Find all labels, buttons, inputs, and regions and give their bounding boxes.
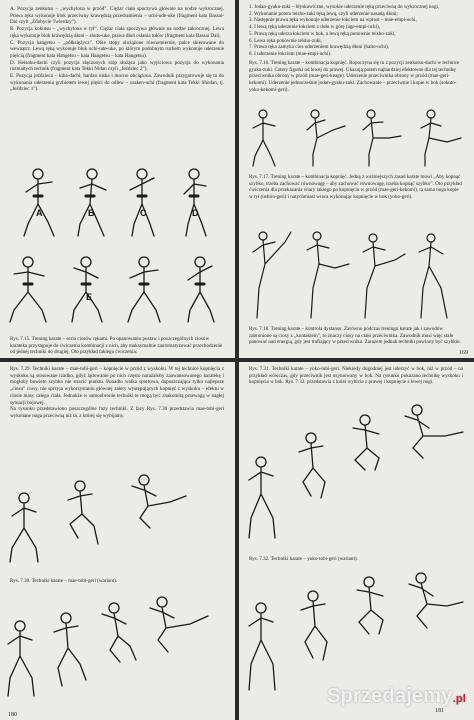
jump-kick-drawing-2 xyxy=(4,594,230,706)
stance-label-c: C xyxy=(140,208,147,218)
stances-drawing xyxy=(4,166,230,334)
paragraph: B. Pozycja kokutsu – „wychylona w tył”. Ciężar ciała spoczywa głównie na nodze zakrocznej. Lewa ręka wykonuje blok krawędzią dłoni – shuto-uke, prawa dłoń osłania tułów (fragment kata Bassai Dai). xyxy=(10,26,224,39)
side-jump-kick-sequence-1 xyxy=(245,402,469,552)
jump-kick-sequence-2 xyxy=(4,594,230,706)
watermark-suffix: .pl xyxy=(452,693,466,705)
karate-stances-illustration xyxy=(4,166,230,334)
paragraph: E. Pozycja jeździeca – kiba-dachi, bardzo niska i mocno obciążona. Zawodnik przygotowuje się tu do wykonania uderzenia grzbietem lewej pięści do odlew – uraken-uchi (fragment kata Tekki Shodan, tj. „Jeździec 1”). xyxy=(10,73,224,93)
sprzedajemy-watermark xyxy=(327,685,466,708)
figure-caption-718: Rys. 7.18. Trening karate – kontrola dystansu. Zarówno podczas treningu karate jak i zawodów zabronione są ciosy z „kontaktem”, to znaczy ciosy na ciało przeciwnika. Zawodnik musi więc stale panować nad energią, gdy jest trafiający w przeciwnika. Zarazem jednak techniki powinny być szybkie. xyxy=(249,326,461,346)
paragraph: A. Pozycja zenkutsu – „wychylona w przód”. Ciężar ciała spoczywa głównie na nodze wykrocznej. Prawa ręka wykonuje blok przeciwny krawędzią przedramienia – uchi-ude-uke (fragment kata Bassai-Dai czyli „Zdobycie Twierdzy”). xyxy=(10,6,224,26)
paragraph: 4. I lewą ręką uderzenie łokciem z dołu w górę (age-empi-uchi), xyxy=(249,24,380,31)
paragraph: 6. Lewa ręka ponownie teisho-zuki, xyxy=(249,37,322,44)
kick-combination-illustration xyxy=(247,108,467,170)
page-text-block xyxy=(10,366,224,420)
jump-kick-drawing-1 xyxy=(4,472,230,566)
page-number: 181 xyxy=(435,708,444,714)
paragraph: Rys. 7.29. Techniki karate – mae-tobi-geri – kopnięcie w przód z wyskoku. W tej technice kopnięcia z wyskoku są stosowane rzadko, gdyż lądowanie po nich często narażałoby zaawansowanego karatekę i mogłoby bowiem szybko nie stracić punktu. Ponadto walka sportowa, dopuszczająca tylko najlepsze „ciosu” ciosy, nie sprzyja wykorzystaniu głównej zalety występujących kopnięć z wyskoku – efektu w ciosie masy całego ciała. Jednakże w samoobronie techniki te mogą być znakomitą przewagą w nagłej sytuacji bojowej. xyxy=(10,366,224,406)
page-text-block xyxy=(10,6,224,93)
watermark-brand: Sprzedajemy xyxy=(326,685,453,707)
book-page-bottom-right xyxy=(239,362,474,720)
book-page-top-right xyxy=(239,0,474,358)
paragraph: 5. Prawą ręką uderza łokciem w bok, a lewą ręką ponownie teisho-zuki, xyxy=(249,30,396,37)
distance-control-drawing xyxy=(245,220,467,324)
book-page-bottom-left xyxy=(0,362,235,720)
paragraph: 2. Wykonanie potem teisho-zuki ręką lewą, czyli uderzenie nasadą dłoni; xyxy=(249,10,398,17)
book-page-top-left xyxy=(0,0,235,358)
page-text-block xyxy=(249,4,463,58)
jump-kick-sequence-1 xyxy=(4,472,230,566)
figure-caption-730: Rys. 7.30. Techniki karate – mae-tobi-geri (wariant). xyxy=(10,578,118,584)
page-number: 180 xyxy=(8,712,17,718)
paragraph: Na rysunku przedstawiono poszczególne fazy techniki. Z fazy Rys. 7.30 przedstawia mae-tobi-geri wykonane noga przeciwną niż ta, z której się wybijamy. xyxy=(10,406,224,419)
side-jump-kick-sequence-2 xyxy=(245,570,469,698)
figure-caption-732: Rys. 7.32. Techniki karate – yoko-tobi-geri (wariant). xyxy=(249,556,358,562)
page-text-block xyxy=(249,366,463,386)
figure-caption-716: Rys. 7.16. Trening karate – kombinacja kopnięć. Ropoczyna się tu z pozycji zenkutsu-dachi w technice gyaku-zuki. Cztery figurki od lewej do prawej. Ukazują potem najbardziej efektowne dla tej technikę przeciwnika obrony w przód (mae-geri-keage). Uderzenie przeciwnika obrony w przód (mae-geri-kekomi). Uderzenie jednocześnie jodan-gyaku-zuki. Zachowanie – przeciwnie i kopie w bok (sokuto-yoko-kekomi-geri). xyxy=(249,60,460,93)
stance-label-a: A xyxy=(36,208,43,218)
side-jump-kick-drawing-1 xyxy=(245,402,469,552)
distance-control-illustration xyxy=(245,220,467,324)
paragraph: 8. I uderzenie łokciem (mae-empi-uchi). xyxy=(249,50,332,57)
paragraph: 1. Jodan-gyaku-zuki – błyskawiczne, wysokie uderzenie ręką przeciwną do wykrocznej nogi, xyxy=(249,4,440,10)
paragraph: 3. Następnie prawa ręka wykonuje uderzenie łokciem na wprost – mae-empi-uchi, xyxy=(249,17,417,24)
paragraph: D. Heisoku-dachi czyli pozycja złączonych stóp służąca jako wyjściowa pozycja do wykonania rozmaitych technik (fragment kata Tekki Nidan czyli „Jeździec 2”). xyxy=(10,59,224,73)
page-number: 169 xyxy=(459,350,468,356)
figure-caption: Rys. 7.15. Trening karate – seria ciosów rękami. Po opanowaniu postaw i poszczególnych ciosów karateka przystępuje do ćwiczenia kombinacji z nich, aby maksymalnie zautomatyzować przechodzenie od jednej techniki do drugiej. Oto przykład takiego ćwiczenia: xyxy=(10,336,223,356)
side-jump-kick-drawing-2 xyxy=(245,570,469,698)
kick-combination-drawing xyxy=(247,108,467,170)
stance-label-e: E xyxy=(86,292,93,302)
paragraph: C. Pozycja hangetsu – „półksiężyca”. Obie stopy obciążone równomiernie, palce skierowane do wewnątrz. Lewą ręką wykonuje blok uchi-ude-uke, po którym podobnym ruchem wykonuje uderzenie pięścią (fragment kata Hangetsu – kata Hangetsu – kata Hangetsu). xyxy=(10,39,224,59)
figure-caption-717: Rys. 7.17. Trening karate – kombinacja kopnięć. Jedną z ważniejszych zasad karate mówi „Aby kopnąć szybko, trzeba zachować równowagę – aby zachować równowagę, trzeba kopnąć szybko”. Oto przykład ćwiczenia dla przekazania wiary takiego po kopnięciu w przód (mae-geri-kekomi), ta sama noga kopie w tył (ushiro-geri) i natychmiast wraca wykonując kopnięcie w bok (yoko-geri). xyxy=(249,174,462,201)
stance-label-b: B xyxy=(88,208,95,218)
paragraph: 7. Prawa ręka zamyka cios uderzeniem krawędzią dłoni (haito-uchi), xyxy=(249,44,390,51)
paragraph: Rys. 7.31. Techniki karate – yoko-tobi-geri. Niekiedy dogodniej jest uderzyć w bok, niż w przód – na przykład wówczas, gdy przeciwnik jest usytuowany w bok. Na rysunku pokazano technikę wyskoku i kopnięcia w bok. Rys. 7.32. przedstawia z kolei wybicie z prawej i kopnięcie z lewej nogi. xyxy=(249,366,463,386)
stance-label-d: D xyxy=(192,208,199,218)
